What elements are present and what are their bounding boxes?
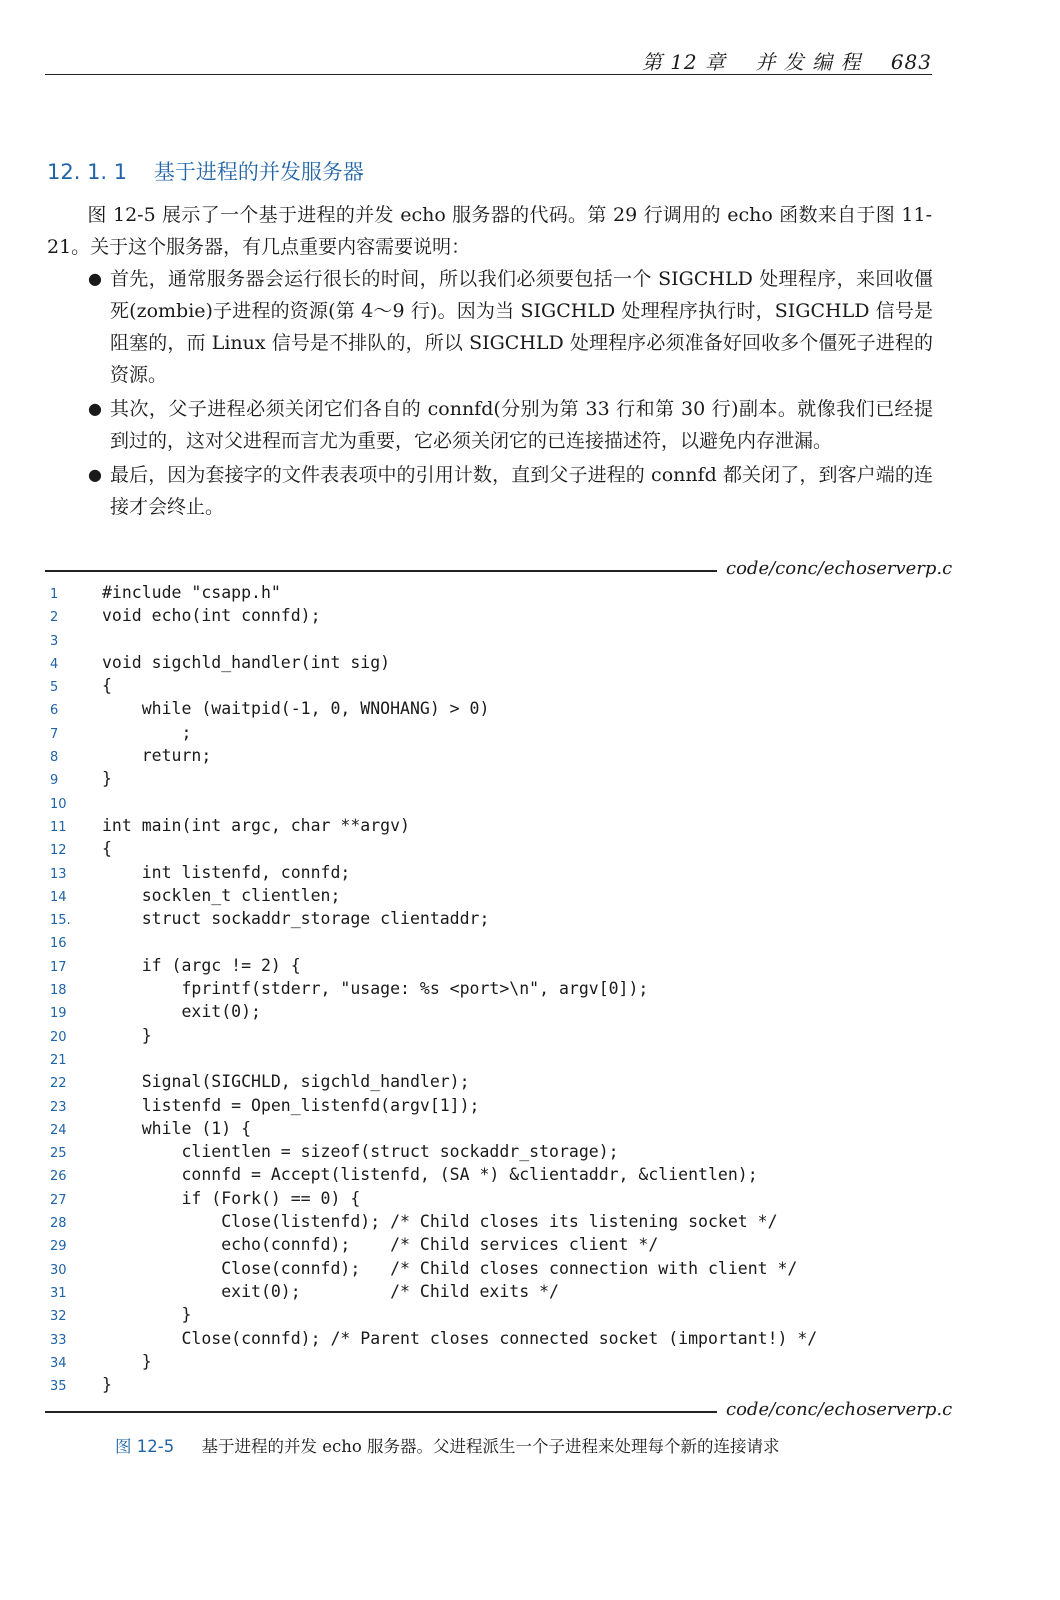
code-text: echo(connfd); /* Child services client */	[102, 1235, 659, 1255]
section-heading	[47, 156, 364, 186]
code-text: ;	[102, 722, 192, 742]
section-number: 12. 1. 1	[47, 160, 128, 184]
code-line	[50, 1350, 930, 1373]
code-line	[50, 977, 930, 1000]
code-line	[50, 861, 930, 884]
code-line	[50, 744, 930, 767]
intro-paragraph	[47, 199, 932, 263]
code-listing	[50, 581, 930, 1396]
line-number: 15.	[50, 913, 71, 929]
list-item: ● 其次，父子进程必须关闭它们各自的 connfd(分别为第 33 行和第 30 行)副本。就像我们已经提到过的，这对父进程而言尤为重要，它必须关闭它的已连接描述符，以避免内存泄漏。	[88, 393, 933, 457]
code-text: struct sockaddr_storage clientaddr;	[102, 909, 490, 929]
section-title: 基于进程的并发服务器	[153, 160, 364, 184]
figure-caption-text: 基于进程的并发 echo 服务器。父进程派生一个子进程来处理每个新的连接请求	[201, 1437, 780, 1456]
line-number: 35	[50, 1379, 67, 1395]
line-number: 29	[50, 1239, 67, 1255]
code-line	[50, 651, 930, 674]
code-line	[50, 1000, 930, 1023]
code-line	[50, 1047, 930, 1070]
code-text: socklen_t clientlen;	[102, 885, 341, 905]
code-line	[50, 674, 930, 697]
line-number: 33	[50, 1332, 67, 1348]
code-text: connfd = Accept(listenfd, (SA *) &clientaddr, &clientlen);	[102, 1165, 758, 1185]
line-number: 24	[50, 1122, 67, 1138]
line-number: 10	[50, 796, 67, 812]
code-text: {	[102, 839, 112, 859]
code-text: }	[102, 1375, 112, 1395]
code-text: Signal(SIGCHLD, sigchld_handler);	[102, 1072, 470, 1092]
line-number: 17	[50, 959, 67, 975]
bullet-icon: ●	[88, 465, 102, 484]
running-head	[620, 46, 932, 75]
line-number: 14	[50, 889, 67, 905]
code-line	[50, 1094, 930, 1117]
line-number: 8	[50, 750, 59, 766]
code-text: int listenfd, connfd;	[102, 862, 351, 882]
list-item: ● 最后，因为套接字的文件表表项中的引用计数，直到父子进程的 connfd 都关闭了，到客户端的连接才会终止。	[88, 459, 933, 523]
line-number: 1	[50, 587, 59, 602]
line-number: 28	[50, 1216, 67, 1232]
line-number: 11	[50, 819, 67, 835]
code-line	[50, 791, 930, 814]
line-number: 3	[50, 633, 59, 649]
line-number: 32	[50, 1309, 67, 1325]
code-text: void echo(int connfd);	[102, 606, 321, 626]
line-number: 13	[50, 866, 67, 882]
line-number: 34	[50, 1355, 67, 1371]
code-text: while (waitpid(-1, 0, WNOHANG) > 0)	[102, 699, 490, 719]
code-file-label-bottom: code/conc/echoserverp.c	[726, 1399, 953, 1420]
line-number: 12	[50, 843, 67, 859]
line-number: 7	[50, 726, 59, 742]
bullet-icon: ●	[88, 399, 102, 418]
code-line	[50, 767, 930, 790]
code-text: }	[102, 1305, 192, 1325]
line-number: 9	[50, 773, 59, 789]
code-text: void sigchld_handler(int sig)	[102, 652, 391, 672]
code-top-rule	[45, 570, 717, 572]
code-line	[50, 1327, 930, 1350]
code-line	[50, 930, 930, 953]
code-text: }	[102, 1025, 152, 1045]
code-line	[50, 814, 930, 837]
line-number: 20	[50, 1029, 67, 1045]
code-line	[50, 1117, 930, 1140]
code-text: int main(int argc, char **argv)	[102, 815, 410, 835]
code-text: if (argc != 2) {	[102, 955, 301, 975]
code-line	[50, 1070, 930, 1093]
code-bottom-rule	[45, 1411, 717, 1413]
code-line	[50, 954, 930, 977]
code-line	[50, 1140, 930, 1163]
line-number: 23	[50, 1099, 67, 1115]
line-number: 22	[50, 1076, 67, 1092]
figure-label: 图 12-5	[115, 1437, 175, 1456]
code-line	[50, 628, 930, 651]
code-text: return;	[102, 746, 212, 766]
code-text: Close(connfd); /* Child closes connection with client */	[102, 1258, 798, 1278]
code-text: Close(listenfd); /* Child closes its listening socket */	[102, 1212, 778, 1232]
code-line	[50, 697, 930, 720]
code-line	[50, 1280, 930, 1303]
line-number: 26	[50, 1169, 67, 1185]
code-text: {	[102, 676, 112, 696]
code-file-label-top: code/conc/echoserverp.c	[726, 558, 953, 579]
list-item: ● 首先，通常服务器会运行很长的时间，所以我们必须要包括一个 SIGCHLD 处理程序，来回收僵死(zombie)子进程的资源(第 4～9 行)。因为当 SIGCHLD 处理程序执行时，SIGCHLD 信号是阻塞的，而 Linux 信号是不排队的，所以 SIGCHLD 处理程序必须准备好回收多个僵死子进程的资源。	[88, 263, 933, 391]
code-line	[50, 1187, 930, 1210]
code-line	[50, 1373, 930, 1396]
line-number: 21	[50, 1052, 67, 1068]
line-number: 5	[50, 680, 59, 696]
code-text: }	[102, 1351, 152, 1371]
code-line	[50, 1233, 930, 1256]
code-text: Close(connfd); /* Parent closes connected socket (important!) */	[102, 1328, 818, 1348]
code-line	[50, 884, 930, 907]
code-line	[50, 907, 930, 930]
code-line	[50, 581, 930, 604]
code-text: fprintf(stderr, "usage: %s <port>\n", argv[0]);	[102, 979, 649, 999]
code-text: clientlen = sizeof(struct sockaddr_storage);	[102, 1142, 619, 1162]
code-text: exit(0);	[102, 1002, 261, 1022]
chapter-title: 并 发 编 程	[755, 50, 862, 74]
line-number: 18	[50, 983, 67, 999]
code-line	[50, 1024, 930, 1047]
code-line	[50, 1303, 930, 1326]
code-text: }	[102, 769, 112, 789]
line-number: 27	[50, 1192, 67, 1208]
line-number: 2	[50, 610, 59, 626]
code-line	[50, 837, 930, 860]
line-number: 16	[50, 936, 67, 952]
line-number: 6	[50, 703, 59, 719]
chapter-number: 第 12 章	[641, 50, 727, 74]
code-line	[50, 1257, 930, 1280]
code-line	[50, 721, 930, 744]
code-line	[50, 604, 930, 627]
code-text: #include "csapp.h"	[102, 583, 281, 602]
page-number: 683	[890, 50, 932, 74]
line-number: 31	[50, 1285, 67, 1301]
code-text: exit(0); /* Child exits */	[102, 1281, 559, 1301]
code-line	[50, 1163, 930, 1186]
line-number: 19	[50, 1006, 67, 1022]
page-header	[45, 40, 932, 75]
line-number: 4	[50, 656, 59, 672]
code-text: while (1) {	[102, 1118, 252, 1138]
bullet-icon: ●	[88, 269, 102, 288]
code-line	[50, 1210, 930, 1233]
line-number: 30	[50, 1262, 67, 1278]
intro-text: 图 12-5 展示了一个基于进程的并发 echo 服务器的代码。第 29 行调用的 echo 函数来自于图 11-21。关于这个服务器，有几点重要内容需要说明：	[47, 204, 932, 258]
bullet-list	[88, 263, 933, 525]
figure-caption	[115, 1433, 780, 1457]
code-text: listenfd = Open_listenfd(argv[1]);	[102, 1095, 480, 1115]
line-number: 25	[50, 1146, 67, 1162]
code-text: if (Fork() == 0) {	[102, 1188, 361, 1208]
